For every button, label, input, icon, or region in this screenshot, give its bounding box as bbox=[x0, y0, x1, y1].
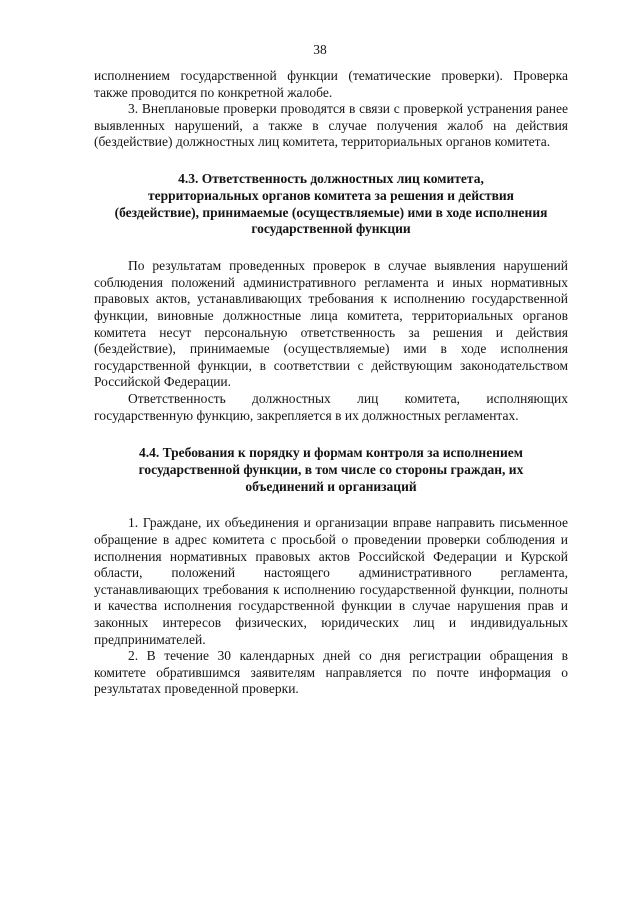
paragraph-responsibility: Ответственность должностных лиц комитета, исполняющих государственную функцию, закрепляется в их должностных регламентах. bbox=[94, 390, 568, 423]
page-number: 38 bbox=[313, 42, 327, 57]
heading-line: 4.4. Требования к порядку и формам контроля за исполнением bbox=[139, 445, 523, 461]
paragraph-unscheduled-inspections: 3. Внеплановые проверки проводятся в связи с проверкой устранения ранее выявленных нарушений, а также в случае получения жалоб на действия (бездействие) должностных лиц комитета, территориальных органов комитета. bbox=[94, 101, 568, 150]
section-heading-4-4 bbox=[94, 445, 568, 495]
heading-line: государственной функции, в том числе со стороны граждан, их bbox=[138, 461, 524, 477]
paragraph-response-deadline: 2. В течение 30 календарных дней со дня регистрации обращения в комитете обратившимся заявителям направляется по почте информация о результатах проведенной проверки. bbox=[94, 648, 568, 697]
heading-line: (бездействие), принимаемые (осуществляемые) ими в ходе исполнения bbox=[114, 204, 548, 220]
paragraph-inspection-results: По результатам проведенных проверок в случае выявления нарушений соблюдения положений административного регламента и иных нормативных правовых актов, устанавливающих требования к исполнению государственной функции, виновные должностные лица комитета, территориальных органов комитета несут персональную ответственность за решения и действия (бездействие), принимаемые (осуществляемые) ими в ходе исполнения государственной функции, в соответствии с действующим законодательством Российской Федерации. bbox=[94, 258, 568, 390]
heading-line: государственной функции bbox=[251, 221, 411, 237]
paragraph-citizen-appeals: 1. Граждане, их объединения и организации вправе направить письменное обращение в адрес комитета с просьбой о проведении проверки соблюдения и исполнения нормативных правовых актов Российской Федерации и Курской области, положений настоящего административного регламента, устанавливающих требования к исполнению государственной функции, полноты и качества исполнения государственной функции в случае нарушения прав и законных интересов физических, юридических лиц и индивидуальных предпринимателей. bbox=[94, 515, 568, 647]
section-heading-4-3 bbox=[94, 171, 568, 238]
heading-line: объединений и организаций bbox=[245, 478, 417, 494]
paragraph-continuation: исполнением государственной функции (тематические проверки). Проверка также проводится по конкретной жалобе. bbox=[94, 68, 568, 100]
heading-line: 4.3. Ответственность должностных лиц комитета, bbox=[178, 170, 484, 186]
document-body bbox=[94, 68, 568, 698]
heading-line: территориальных органов комитета за решения и действия bbox=[148, 187, 514, 203]
